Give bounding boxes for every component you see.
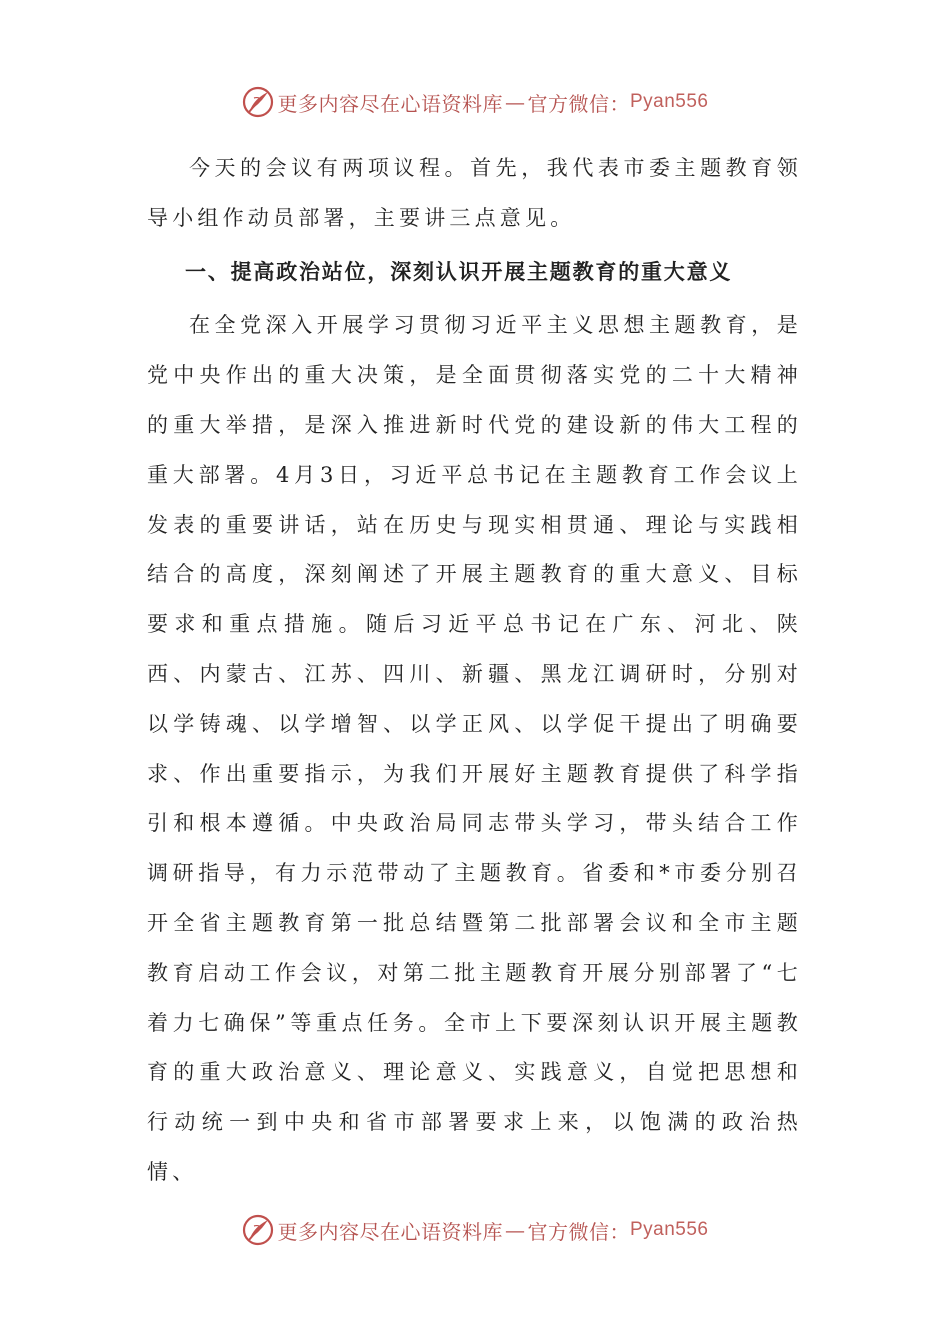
watermark-library-text: 更多内容尽在心语资料库 bbox=[277, 1219, 503, 1244]
document-body bbox=[147, 144, 802, 1198]
quill-logo-icon bbox=[241, 85, 275, 119]
watermark-library-text: 更多内容尽在心语资料库 bbox=[277, 91, 503, 116]
watermark-dash: — bbox=[504, 1218, 526, 1242]
section-heading: 一、提高政治站位，深刻认识开展主题教育的重大意义 bbox=[185, 259, 733, 284]
watermark-wechat-label: 官方微信： bbox=[527, 1219, 630, 1244]
watermark-dash: — bbox=[504, 90, 526, 114]
body-paragraph: 在全党深入开展学习贯彻习近平主义思想主题教育，是党中央作出的重大决策，是全面贯彻落实党的二十大精神的重大举措，是深入推进新时代党的建设新的伟大工程的重大部署。4月3日，习近平总书记在主题教育工作会议上发表的重要讲话，站在历史与现实相贯通、理论与实践相结合的高度，深刻阐述了开展主题教育的重大意义、目标要求和重点措施。随后习近平总书记在广东、河北、陕西、内蒙古、江苏、四川、新疆、黑龙江调研时，分别对以学铸魂、以学增智、以学正风、以学促干提出了明确要求、作出重要指示，为我们开展好主题教育提供了科学指引和根本遵循。中央政治局同志带头学习，带头结合工作调研指导，有力示范带动了主题教育。省委和*市委分别召开全省主题教育第一批总结暨第二批部署会议和全市主题教育启动工作会议，对第二批主题教育开展分别部署了“七着力七确保”等重点任务。全市上下要深刻认识开展主题教育的重大政治意义、理论意义、实践意义，自觉把思想和行动统一到中央和省市部署要求上来，以饱满的政治热情、 bbox=[147, 313, 802, 1184]
watermark-wechat-id: Pyan556 bbox=[629, 1219, 709, 1240]
watermark-header bbox=[0, 82, 950, 122]
watermark-wechat-id: Pyan556 bbox=[629, 91, 709, 112]
quill-logo-icon bbox=[241, 1213, 275, 1247]
intro-paragraph: 今天的会议有两项议程。首先，我代表市委主题教育领导小组作动员部署，主要讲三点意见。 bbox=[147, 156, 802, 230]
watermark-wechat-label: 官方微信： bbox=[527, 91, 630, 116]
watermark-footer bbox=[0, 1210, 950, 1250]
